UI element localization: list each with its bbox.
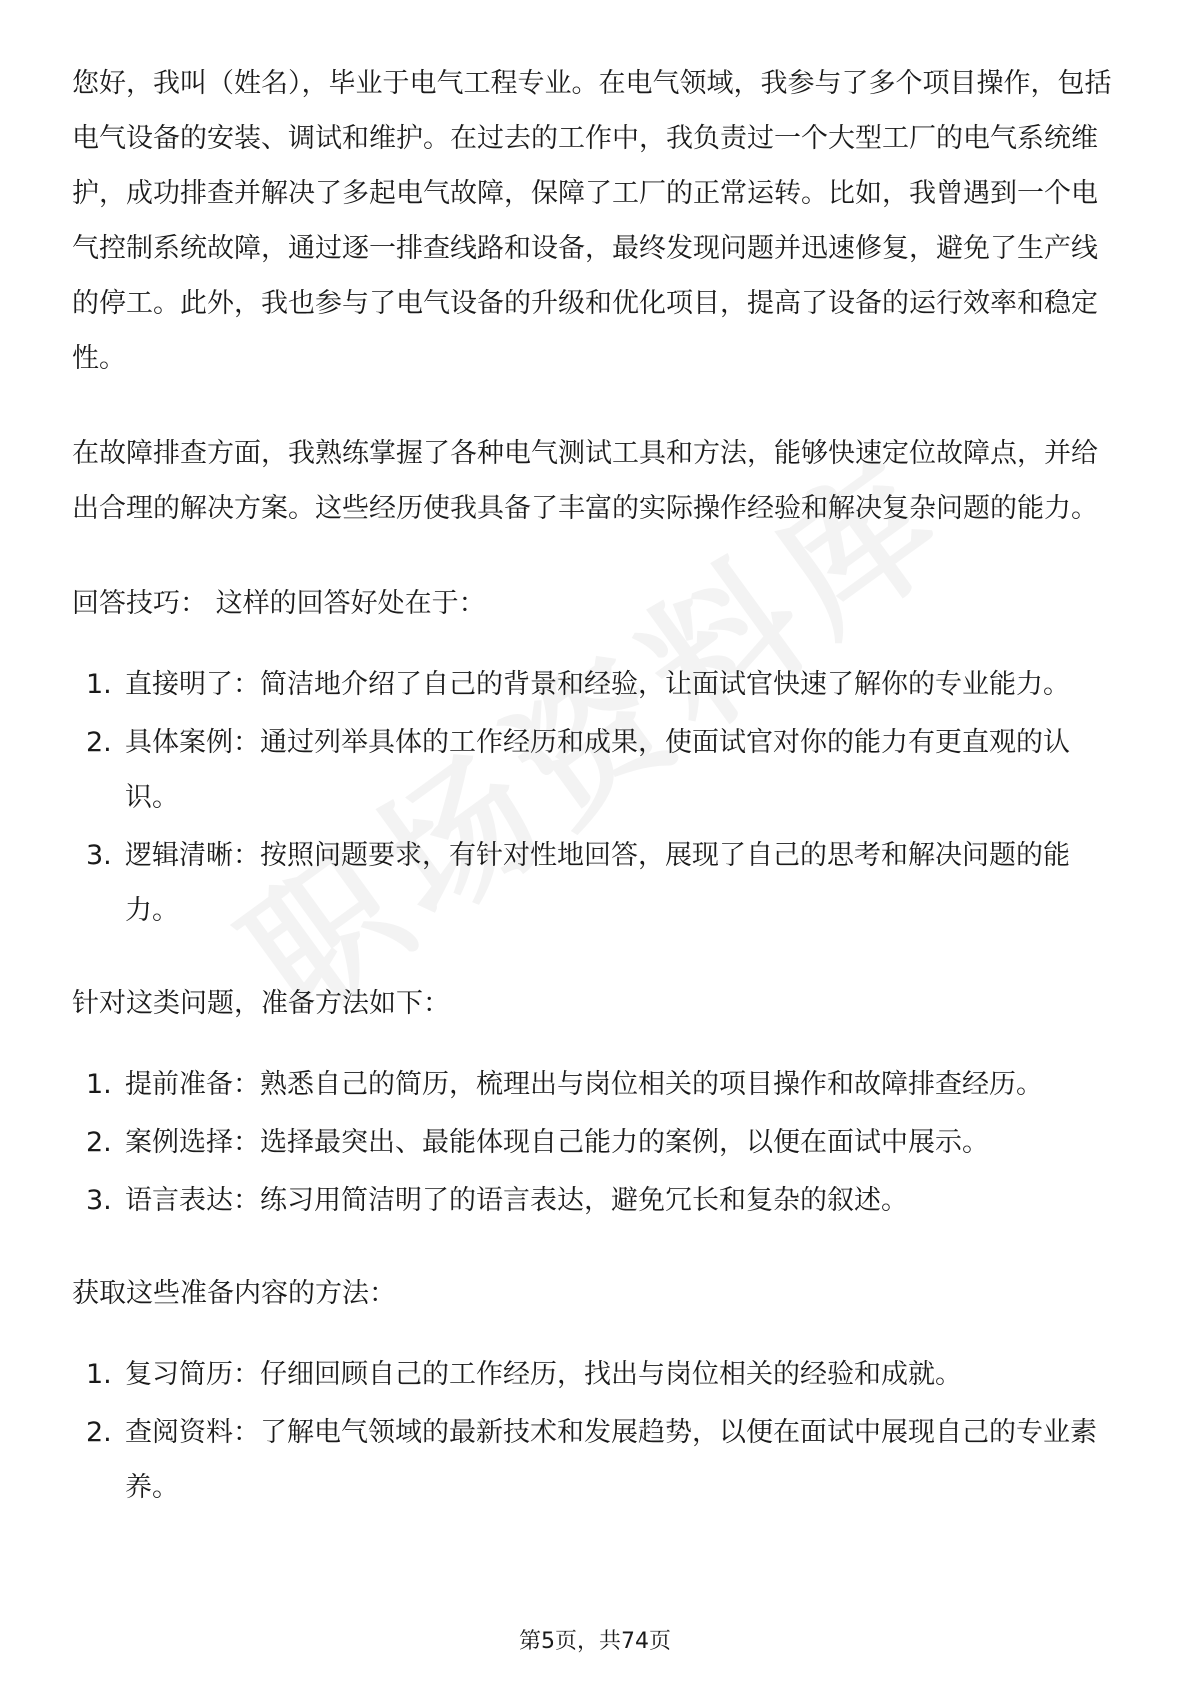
- list-text: 提前准备：熟悉自己的简历，梳理出与岗位相关的项目操作和故障排查经历。: [125, 1069, 1043, 1100]
- list-text: 语言表达：练习用简洁明了的语言表达，避免冗长和复杂的叙述。: [125, 1185, 908, 1216]
- list-number: 1.: [86, 669, 112, 700]
- list-number: 2.: [86, 1417, 112, 1448]
- troubleshooting-paragraph: 在故障排查方面，我熟练掌握了各种电气测试工具和方法，能够快速定位故障点，并给出合理的解决方案。这些经历使我具备了丰富的实际操作经验和解决复杂问题的能力。: [72, 438, 1098, 524]
- list-number: 1.: [86, 1359, 112, 1390]
- list-item: [72, 657, 1122, 712]
- sources-heading: 获取这些准备内容的方法：: [72, 1278, 396, 1309]
- intro-paragraph: 您好，我叫（姓名），毕业于电气工程专业。在电气领域，我参与了多个项目操作，包括电气设备的安装、调试和维护。在过去的工作中，我负责过一个大型工厂的电气系统维护，成功排查并解决了多起电气故障，保障了工厂的正常运转。比如，我曾遇到一个电气控制系统故障，通过逐一排查线路和设备，最终发现问题并迅速修复，避免了生产线的停工。此外，我也参与了电气设备的升级和优化项目，提高了设备的运行效率和稳定性。: [72, 68, 1112, 374]
- list-number: 2.: [86, 727, 112, 758]
- list-item: [72, 1347, 1122, 1402]
- list-number: 2.: [86, 1127, 112, 1158]
- list-number: 1.: [86, 1069, 112, 1100]
- list-text: 查阅资料：了解电气领域的最新技术和发展趋势，以便在面试中展现自己的专业素养。: [125, 1417, 1097, 1503]
- list-number: 3.: [86, 840, 112, 871]
- list-text: 直接明了：简洁地介绍了自己的背景和经验，让面试官快速了解你的专业能力。: [125, 669, 1070, 700]
- page-number: 第5页，共74页: [519, 1629, 671, 1654]
- list-number: 3.: [86, 1185, 112, 1216]
- sources-list: [72, 1347, 1122, 1515]
- tips-list: [72, 657, 1122, 938]
- list-item: [72, 1057, 1122, 1112]
- list-text: 具体案例：通过列举具体的工作经历和成果，使面试官对你的能力有更直观的认识。: [125, 727, 1070, 813]
- list-item: [72, 1405, 1122, 1515]
- list-item: [72, 1115, 1122, 1170]
- list-item: [72, 715, 1122, 825]
- list-text: 案例选择：选择最突出、最能体现自己能力的案例，以便在面试中展示。: [125, 1127, 989, 1158]
- tips-heading: 回答技巧： 这样的回答好处在于：: [72, 588, 486, 619]
- list-text: 逻辑清晰：按照问题要求，有针对性地回答，展现了自己的思考和解决问题的能力。: [125, 840, 1070, 926]
- prep-heading: 针对这类问题，准备方法如下：: [72, 988, 450, 1019]
- list-item: [72, 828, 1122, 938]
- list-text: 复习简历：仔细回顾自己的工作经历，找出与岗位相关的经验和成就。: [125, 1359, 962, 1390]
- document-body: [72, 56, 1122, 1553]
- prep-list: [72, 1057, 1122, 1228]
- list-item: [72, 1173, 1122, 1228]
